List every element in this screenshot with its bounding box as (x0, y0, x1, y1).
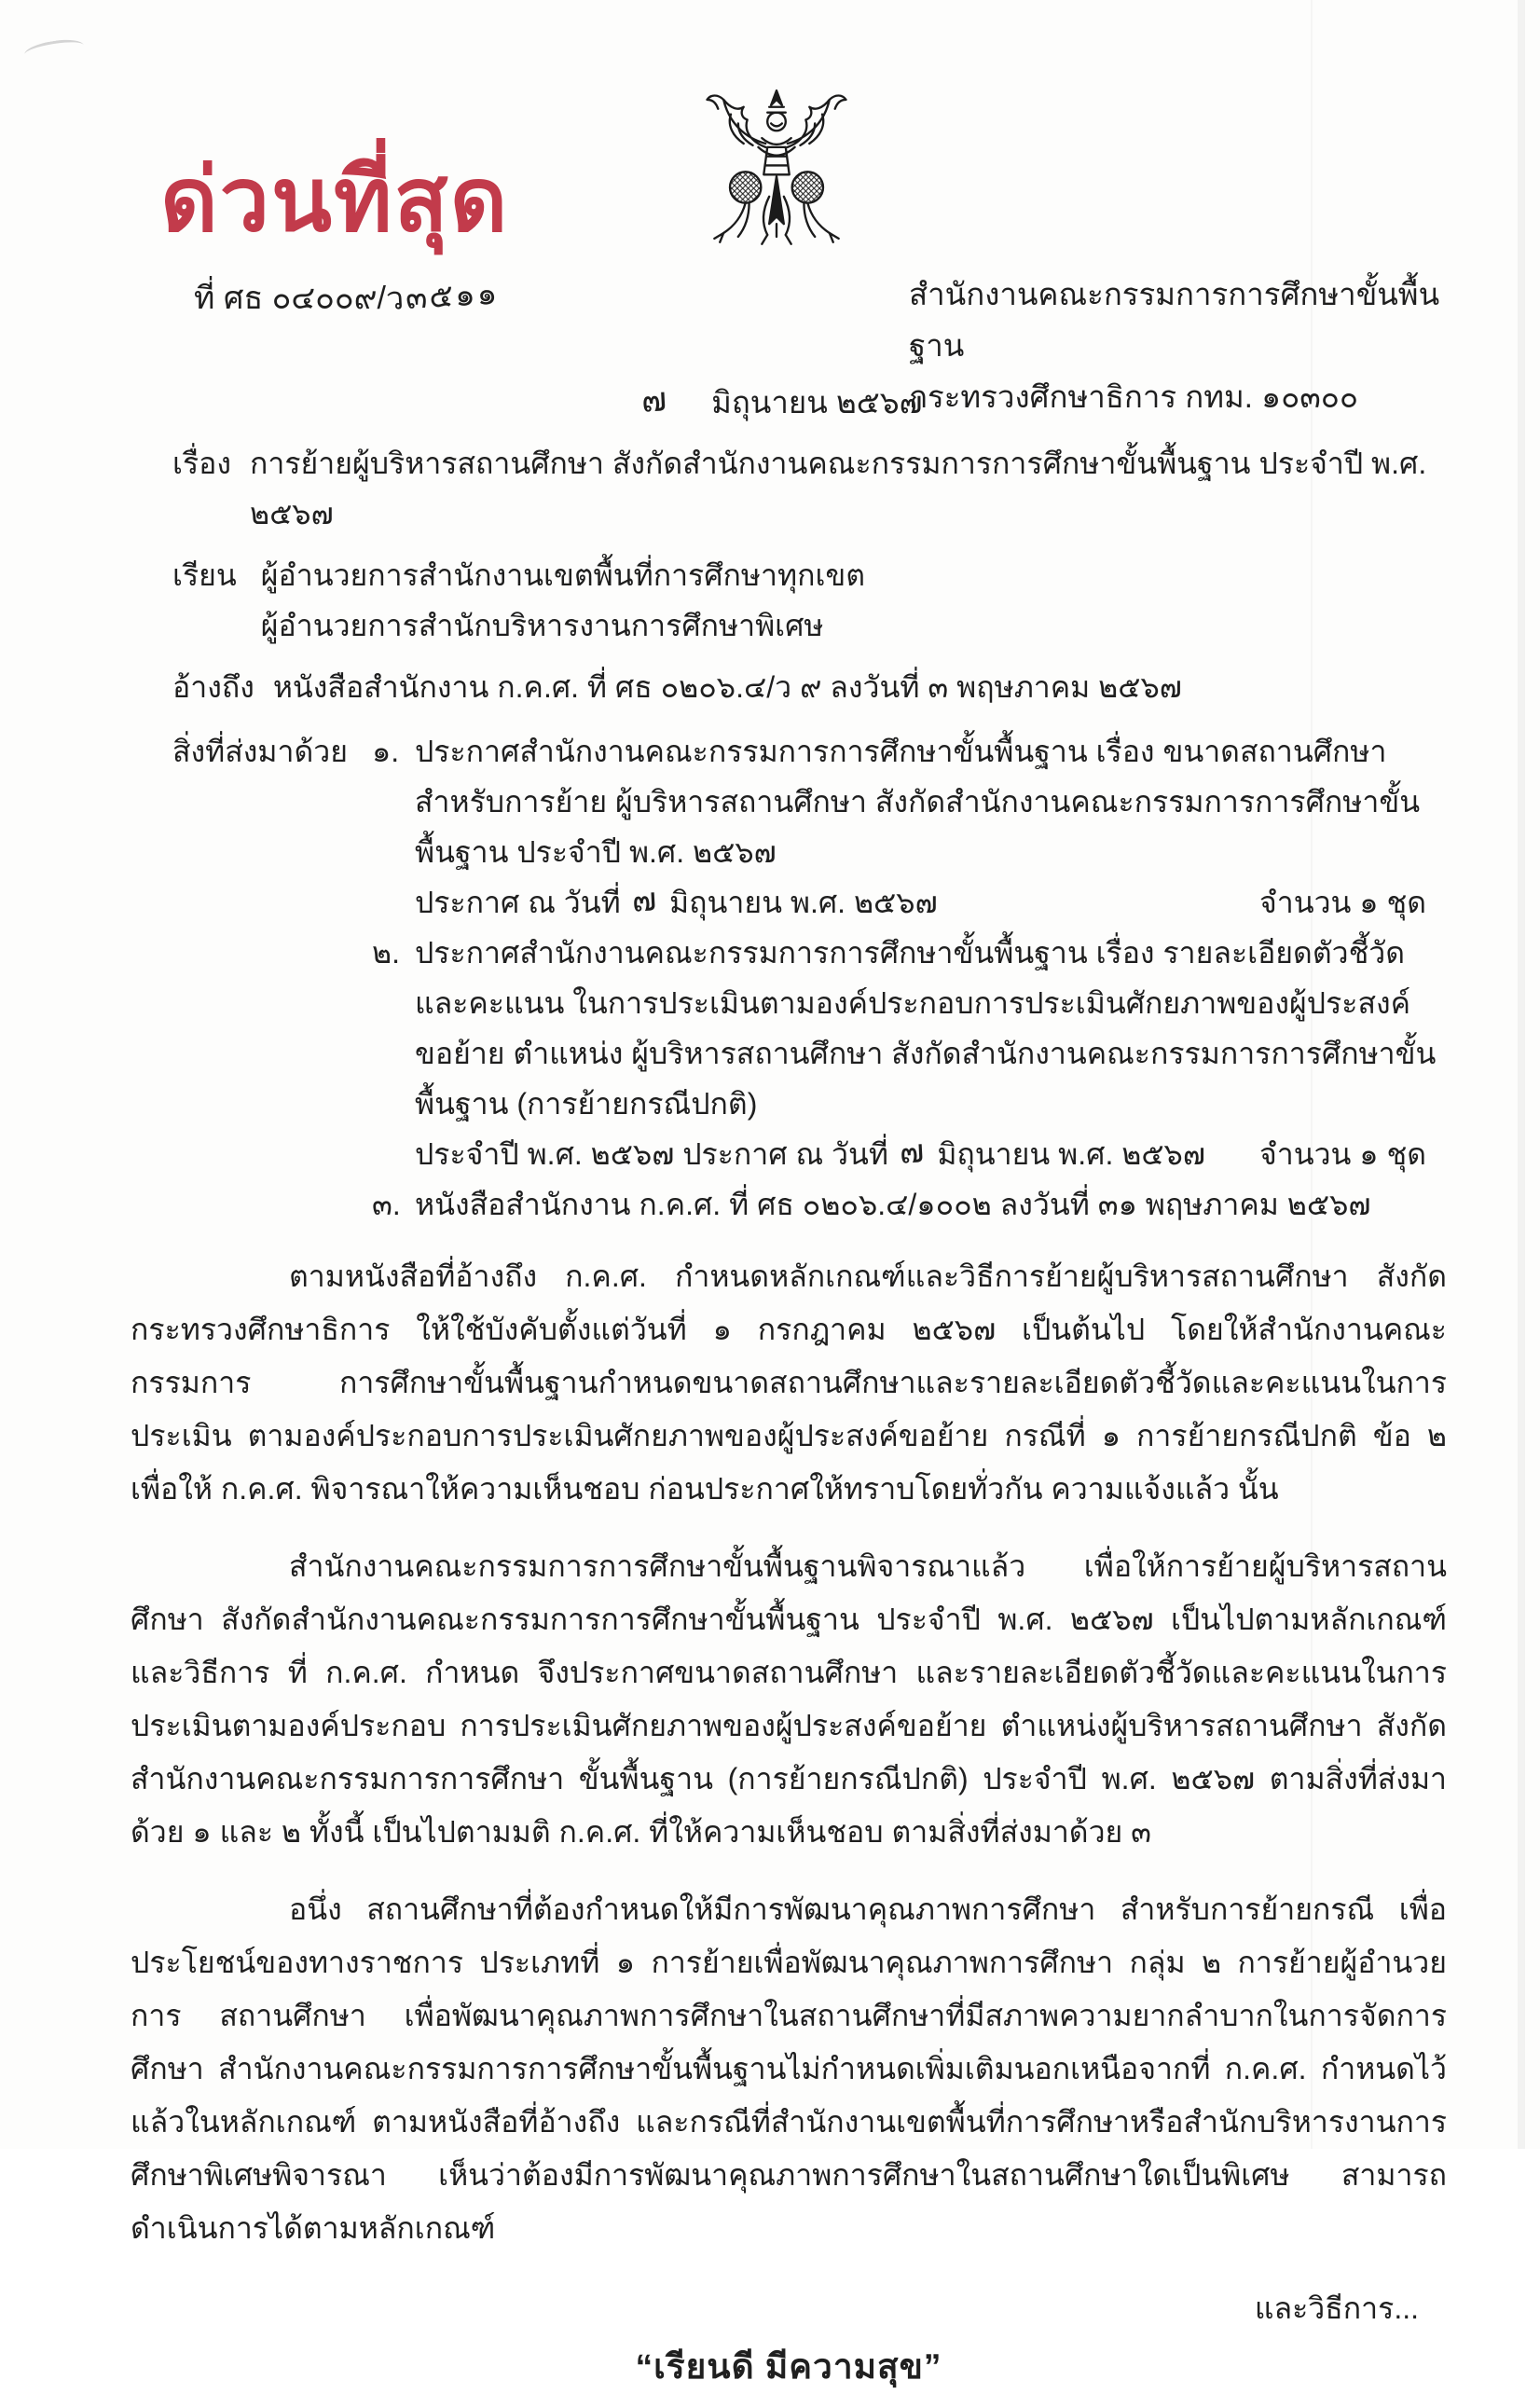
document-number (194, 272, 499, 323)
body-paragraph-3: อนึ่ง สถานศึกษาที่ต้องกำหนดให้มีการพัฒนาคุณภาพการศึกษา สำหรับการย้ายกรณี เพื่อประโยชน์ของทางราชการ ประเภทที่ ๑ การย้ายเพื่อพัฒนาคุณภาพการศึกษา กลุ่ม ๒ การย้ายผู้อำนวยการ สถานศึกษา เพื่อพัฒนาคุณภาพการศึกษาในสถานศึกษาที่มีสภาพความยากลำบากในการจัดการศึกษา สำนักงานคณะกรรมการการศึกษาขั้นพื้นฐานไม่กำหนดเพิ่มเติมนอกเหนือจากที่ ก.ค.ศ. กำหนดไว้แล้วในหลักเกณฑ์ ตามหนังสือที่อ้างถึง และกรณีที่สำนักงานเขตพื้นที่การศึกษาหรือสำนักบริหารงานการศึกษาพิเศษพิจารณา เห็นว่าต้องมีการพัฒนาคุณภาพการศึกษาในสถานศึกษาใดเป็นพิเศษ สามารถดำเนินการได้ตามหลักเกณฑ์ (131, 1892, 1448, 2245)
recipient-label: เรียน (172, 558, 237, 592)
enclosure-number: ๒. (371, 936, 400, 970)
continuation-catchword: และวิธีการ... (1254, 2291, 1419, 2325)
recipient-line-1: ผู้อำนวยการสำนักงานเขตพื้นที่การศึกษาทุกเขต (260, 558, 866, 592)
enclosure-item-3 (372, 1179, 1447, 1230)
subject-label: เรื่อง (172, 447, 231, 480)
reference-row (172, 662, 1447, 712)
letter-content (131, 438, 1447, 2394)
enclosure-date-day-handwritten: ๗ (898, 1133, 928, 1171)
letter-date (641, 375, 922, 428)
ministry-slogan: “เรียนดี มีความสุข” (635, 2347, 942, 2386)
recipient-row (172, 550, 1447, 651)
reference-text: หนังสือสำนักงาน ก.ค.ศ. ที่ ศธ ๐๒๐๖.๔/ว ๙ ลงวันที่ ๓ พฤษภาคม ๒๕๖๗ (272, 670, 1182, 704)
subject-row (172, 438, 1447, 539)
subject-text: การย้ายผู้บริหารสถานศึกษา สังกัดสำนักงานคณะกรรมการการศึกษาขั้นพื้นฐาน ประจำปี พ.ศ. ๒๕๖๗ (249, 447, 1427, 530)
garuda-emblem (685, 76, 868, 298)
enclosure-text: หนังสือสำนักงาน ก.ค.ศ. ที่ ศธ ๐๒๐๖.๔/๑๐๐๒ ลงวันที่ ๓๑ พฤษภาคม ๒๕๖๗ (414, 1188, 1371, 1221)
enclosure-number: ๓. (371, 1188, 401, 1221)
recipient-line-2: ผู้อำนวยการสำนักบริหารงานการศึกษาพิเศษ (260, 609, 824, 642)
enclosure-date-day-handwritten: ๗ (630, 881, 659, 919)
enclosure-text: ประกาศสำนักงานคณะกรรมการการศึกษาขั้นพื้นฐาน เรื่อง รายละเอียดตัวชี้วัดและคะแนน ในการประเมินตามองค์ประกอบการประเมินศักยภาพของผู้ประสงค์ขอย้าย ตำแหน่ง ผู้บริหารสถานศึกษา สังกัดสำนักงานคณะกรรมการการศึกษาขั้นพื้นฐาน (การย้ายกรณีปกติ) (414, 936, 1437, 1121)
enclosure-item-2 (372, 928, 1447, 1179)
enclosure-item-1 (372, 726, 1447, 928)
enclosures-row (172, 726, 1447, 1230)
body-paragraph-1: ตามหนังสือที่อ้างถึง ก.ค.ศ. กำหนดหลักเกณฑ์และวิธีการย้ายผู้บริหารสถานศึกษา สังกัดกระทรวงศึกษาธิการ ให้ใช้บังคับตั้งแต่วันที่ ๑ กรกฎาคม ๒๕๖๗ เป็นต้นไป โดยให้สำนักงานคณะกรรมการ การศึกษาขั้นพื้นฐานกำหนดขนาดสถานศึกษาและรายละเอียดตัวชี้วัดและคะแนนในการประเมิน ตามองค์ประกอบการประเมินศักยภาพของผู้ประสงค์ขอย้าย กรณีที่ ๑ การย้ายกรณีปกติ ข้อ ๒ เพื่อให้ ก.ค.ศ. พิจารณาให้ความเห็นชอบ ก่อนประกาศให้ทราบโดยทั่วกัน ความแจ้งแล้ว นั้น (131, 1259, 1447, 1506)
agency-location: กระทรวงศึกษาธิการ กทม. ๑๐๓๐๐ (909, 379, 1359, 414)
body-paragraph-2: สำนักงานคณะกรรมการการศึกษาขั้นพื้นฐานพิจารณาแล้ว เพื่อให้การย้ายผู้บริหารสถานศึกษา สังกัดสำนักงานคณะกรรมการการศึกษาขั้นพื้นฐาน ประจำปี พ.ศ. ๒๕๖๗ เป็นไปตามหลักเกณฑ์และวิธีการ ที่ ก.ค.ศ. กำหนด จึงประกาศขนาดสถานศึกษา และรายละเอียดตัวชี้วัดและคะแนนในการประเมินตามองค์ประกอบ การประเมินศักยภาพของผู้ประสงค์ขอย้าย ตำแหน่งผู้บริหารสถานศึกษา สังกัดสำนักงานคณะกรรมการการศึกษา ขั้นพื้นฐาน (การย้ายกรณีปกติ) ประจำปี พ.ศ. ๒๕๖๗ ตามสิ่งที่ส่งมาด้วย ๑ และ ๒ ทั้งนี้ เป็นไปตามมติ ก.ค.ศ. ที่ให้ความเห็นชอบ ตามสิ่งที่ส่งมาด้วย ๓ (131, 1549, 1448, 1849)
enclosure-issue-date: ประจำปี พ.ศ. ๒๕๖๗ ประกาศ ณ วันที่ ๗ มิถุนายน พ.ศ. ๒๕๖๗ (415, 1129, 1205, 1179)
enclosure-count: จำนวน ๑ ชุด (1258, 1137, 1426, 1171)
scan-artifact (23, 36, 85, 63)
letter-date-day-handwritten: ๗ (639, 379, 670, 420)
agency-address (909, 268, 1450, 422)
scan-artifact (1518, 0, 1525, 2149)
letter-date-month-year: มิถุนายน ๒๕๖๗ (711, 385, 923, 420)
enclosure-issue-date: ประกาศ ณ วันที่ ๗ มิถุนายน พ.ศ. ๒๕๖๗ (415, 877, 938, 928)
agency-name: สำนักงานคณะกรรมการการศึกษาขั้นพื้นฐาน (909, 277, 1440, 363)
urgent-stamp: ด่วนที่สุด (160, 151, 510, 250)
document-number-handwritten: ว๓๕๑๑ (385, 275, 501, 318)
enclosure-count: จำนวน ๑ ชุด (1258, 886, 1426, 919)
reference-label: อ้างถึง (172, 670, 254, 704)
enclosure-text: ประกาศสำนักงานคณะกรรมการการศึกษาขั้นพื้นฐาน เรื่อง ขนาดสถานศึกษาสำหรับการย้าย ผู้บริหารสถานศึกษา สังกัดสำนักงานคณะกรรมการการศึกษาขั้นพื้นฐาน ประจำปี พ.ศ. ๒๕๖๗ (414, 735, 1421, 869)
enclosure-number: ๑. (371, 735, 400, 768)
enclosures-label: สิ่งที่ส่งมาด้วย (172, 735, 348, 768)
document-number-printed: ที่ ศธ ๐๔๐๐๙/ (194, 281, 386, 316)
